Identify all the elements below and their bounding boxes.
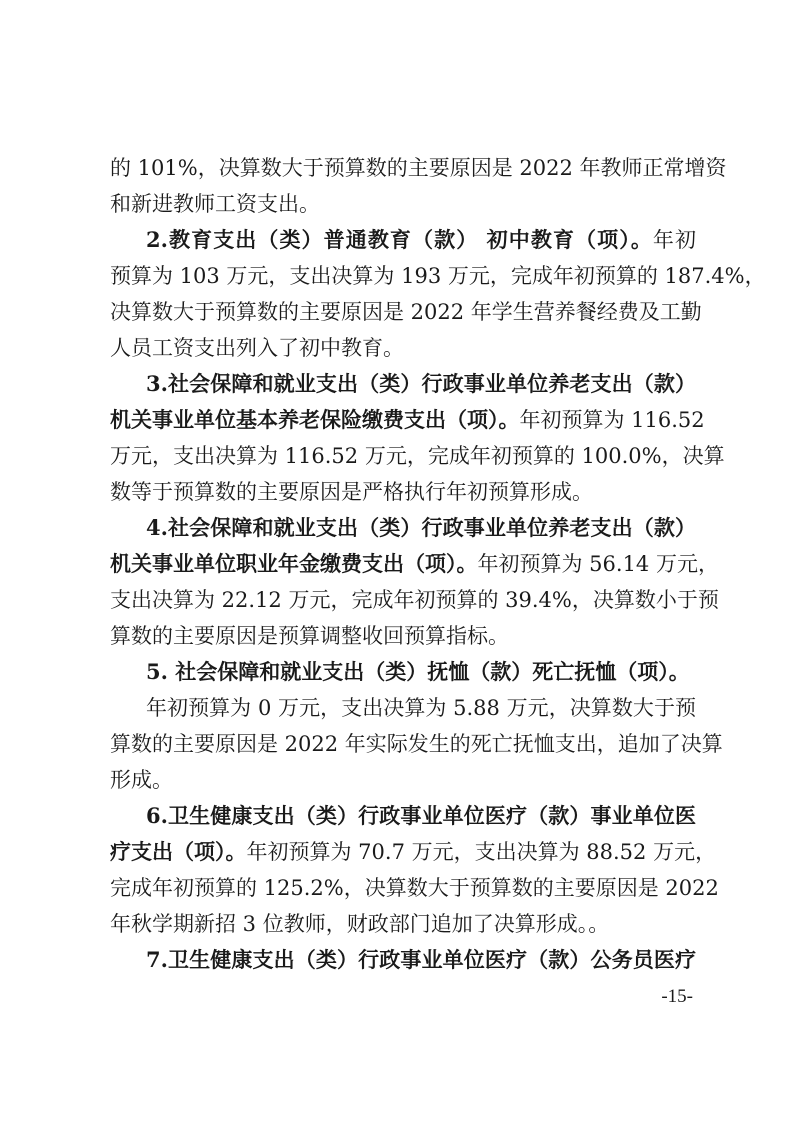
text-span: 和新进教师工资支出。: [110, 192, 320, 216]
item-heading: 4.社会保障和就业支出（类）行政事业单位养老支出（款）: [146, 515, 696, 540]
item-heading: 5. 社会保障和就业支出（类）抚恤（款）死亡抚恤（项）。: [146, 659, 690, 684]
item-heading-line: [146, 942, 696, 978]
item-heading-line: [146, 366, 696, 402]
item-heading-line: [146, 222, 696, 258]
body-text-line: [110, 150, 727, 186]
body-text-line: [110, 582, 719, 618]
text-span: 年初预算为 56.14 万元，: [477, 552, 719, 576]
item-heading: 机关事业单位基本养老保险缴费支出（项）。: [110, 407, 520, 432]
item-heading: 7.卫生健康支出（类）行政事业单位医疗（款）公务员医疗: [146, 947, 696, 972]
text-span: 万元，支出决算为 116.52 万元，完成年初预算的 100.0%，决算: [110, 444, 725, 468]
text-span: 算数的主要原因是预算调整收回预算指标。: [110, 624, 509, 648]
item-heading-line: [110, 546, 719, 582]
text-span: 支出决算为 22.12 万元，完成年初预算的 39.4%，决算数小于预: [110, 588, 719, 612]
text-span: 形成。: [110, 768, 173, 792]
text-span: 年初预算为 0 万元，支出决算为 5.88 万元，决算数大于预: [146, 696, 696, 720]
body-text-line: [110, 618, 696, 654]
body-text-line: [110, 186, 696, 222]
text-span: 年初预算为 70.7 万元，支出决算为 88.52 万元，: [246, 840, 717, 864]
body-text-line: [110, 726, 723, 762]
body-text-line: [110, 294, 702, 330]
item-heading: 2.教育支出（类）普通教育（款） 初中教育（项）。: [146, 227, 653, 252]
item-heading: 3.社会保障和就业支出（类）行政事业单位养老支出（款）: [146, 371, 696, 396]
page-number: -15-: [661, 986, 693, 1007]
body-text-line: [110, 330, 696, 366]
item-heading-line: [146, 798, 696, 834]
item-heading: 疗支出（项）。: [110, 839, 247, 864]
text-span: 完成年初预算的 125.2%，决算数大于预算数的主要原因是 2022: [110, 876, 719, 900]
text-span: 年初预算为 116.52: [519, 408, 705, 432]
text-span: 算数的主要原因是 2022 年实际发生的死亡抚恤支出，追加了决算: [110, 732, 723, 756]
text-span: 年秋学期新招 3 位教师，财政部门追加了决算形成。。: [110, 912, 610, 936]
item-heading-line: [110, 834, 717, 870]
item-heading-line: [146, 654, 696, 690]
text-span: 年初: [652, 228, 697, 252]
item-heading: 机关事业单位职业年金缴费支出（项）。: [110, 551, 478, 576]
item-heading-line: [146, 510, 696, 546]
text-span: 决算数大于预算数的主要原因是 2022 年学生营养餐经费及工勤: [110, 300, 702, 324]
text-span: 数等于预算数的主要原因是严格执行年初预算形成。: [110, 480, 593, 504]
body-text-line: [110, 438, 725, 474]
text-span: 人员工资支出列入了初中教育。: [110, 336, 404, 360]
body-text-line: [110, 762, 696, 798]
item-heading-line: [110, 402, 705, 438]
body-text-line: [110, 258, 766, 294]
item-heading: 6.卫生健康支出（类）行政事业单位医疗（款）事业单位医: [146, 803, 696, 828]
text-span: 的 101%，决算数大于预算数的主要原因是 2022 年教师正常增资: [110, 156, 727, 180]
body-text-line: [110, 906, 696, 942]
text-span: 预算为 103 万元，支出决算为 193 万元，完成年初预算的 187.4%，: [110, 264, 766, 288]
body-text-line: [110, 870, 719, 906]
body-text-line: [110, 474, 696, 510]
body-text-line: [146, 690, 696, 726]
